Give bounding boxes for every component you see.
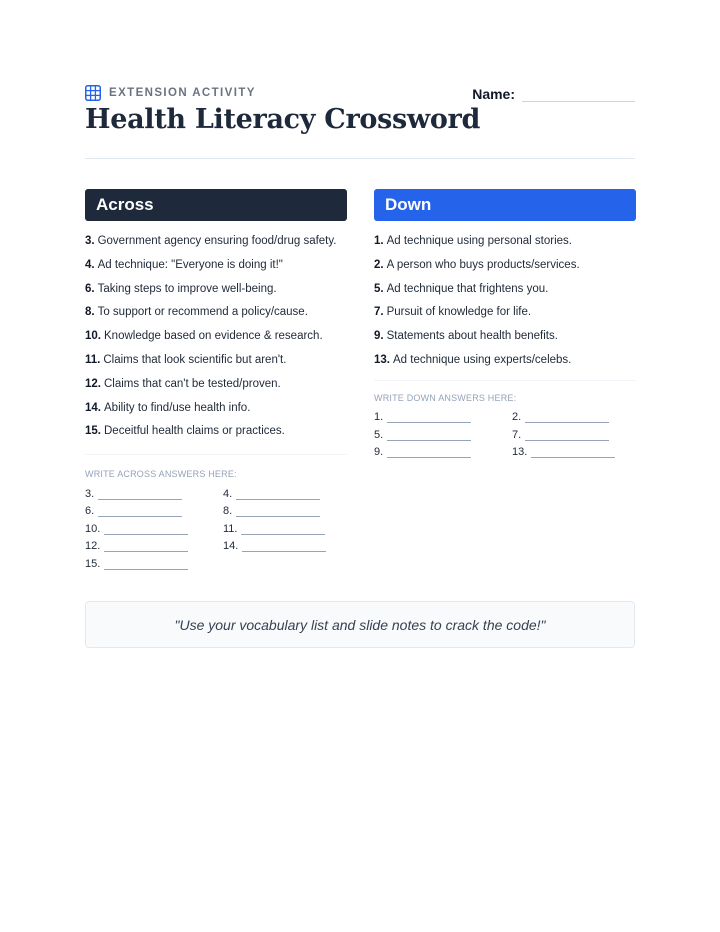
- clue-number: 5.: [374, 282, 384, 295]
- clue-item: [374, 305, 636, 329]
- clue-number: 1.: [374, 235, 384, 247]
- answer-line[interactable]: [387, 448, 471, 458]
- clue-item: [85, 353, 347, 377]
- across-column: [85, 189, 347, 570]
- down-heading: Down: [374, 189, 636, 221]
- answer-slot: [374, 426, 512, 441]
- answer-slot: [85, 555, 223, 570]
- answer-line[interactable]: [98, 490, 182, 500]
- answer-line[interactable]: [525, 413, 609, 423]
- answer-slot: [223, 520, 343, 535]
- clue-number: 8.: [85, 306, 95, 319]
- clue-text: Claims that can't be tested/proven.: [104, 377, 281, 390]
- answer-slot: [223, 538, 343, 553]
- clue-number: 12.: [85, 377, 101, 390]
- clue-text: Statements about health benefits.: [386, 330, 558, 343]
- clue-number: 11.: [85, 353, 101, 366]
- clue-item: [374, 258, 636, 282]
- clue-item: [374, 234, 636, 258]
- clue-number: 6.: [85, 282, 95, 295]
- answer-slot: [85, 520, 223, 535]
- name-input-line[interactable]: [522, 87, 635, 102]
- clue-text: Ad technique using experts/celebs.: [393, 353, 572, 366]
- answer-number: 13.: [512, 446, 528, 459]
- down-clue-list: [374, 234, 636, 377]
- answer-number: 6.: [85, 505, 95, 518]
- worksheet-header: [85, 84, 635, 160]
- answer-line[interactable]: [236, 507, 320, 517]
- down-column: [374, 189, 636, 458]
- answers-divider: [374, 380, 636, 381]
- down-answers-grid: [374, 409, 636, 459]
- across-heading: Across: [85, 189, 347, 221]
- answer-slot: [374, 409, 512, 424]
- clue-item: [85, 234, 347, 258]
- down-answers-title: WRITE DOWN ANSWERS HERE:: [374, 392, 517, 403]
- answer-slot: [223, 503, 343, 518]
- name-label: Name:: [472, 86, 515, 102]
- answer-slot: [85, 485, 223, 500]
- answer-number: 4.: [223, 487, 233, 500]
- answer-slot: [374, 444, 512, 459]
- tip-box: [85, 601, 635, 648]
- clue-text: Ability to find/use health info.: [104, 401, 251, 414]
- clue-number: 7.: [374, 306, 384, 319]
- answer-slot: [512, 444, 632, 459]
- clue-text: Knowledge based on evidence & research.: [104, 330, 323, 343]
- clue-item: [374, 329, 636, 353]
- answer-number: 7.: [512, 428, 522, 441]
- answer-line[interactable]: [104, 525, 188, 535]
- clue-item: [374, 282, 636, 306]
- clue-text: Ad technique that frightens you.: [386, 282, 549, 295]
- clue-item: [85, 258, 347, 282]
- answer-slot: [85, 503, 223, 518]
- clue-number: 13.: [374, 353, 390, 366]
- clue-number: 14.: [85, 401, 101, 414]
- answer-number: 5.: [374, 428, 384, 441]
- across-answers-grid: [85, 485, 347, 570]
- answer-number: 1.: [374, 411, 384, 424]
- clue-number: 3.: [85, 235, 95, 247]
- clue-text: Pursuit of knowledge for life.: [386, 306, 532, 319]
- answer-line[interactable]: [242, 542, 326, 552]
- answer-line[interactable]: [525, 431, 609, 441]
- answer-number: 3.: [85, 487, 95, 500]
- clue-item: [85, 305, 347, 329]
- answer-slot: [223, 485, 343, 500]
- clue-item: [374, 353, 636, 377]
- clue-text: Taking steps to improve well-being.: [97, 282, 277, 295]
- answer-number: 2.: [512, 411, 522, 424]
- answer-number: 12.: [85, 540, 101, 553]
- answer-number: 8.: [223, 505, 233, 518]
- activity-kicker: [85, 84, 256, 102]
- answer-number: 10.: [85, 522, 101, 535]
- clue-text: A person who buys products/services.: [386, 258, 580, 271]
- clue-item: [85, 424, 347, 448]
- answers-divider: [85, 454, 347, 455]
- clue-item: [85, 282, 347, 306]
- answer-slot: [512, 409, 632, 424]
- answer-number: 14.: [223, 540, 239, 553]
- across-clue-list: [85, 234, 347, 448]
- tip-text: "Use your vocabulary list and slide notes to crack the code!": [174, 616, 546, 633]
- answer-number: 9.: [374, 446, 384, 459]
- clue-number: 9.: [374, 330, 384, 343]
- answer-number: 15.: [85, 557, 101, 570]
- answer-slot: [85, 538, 223, 553]
- clue-number: 10.: [85, 330, 101, 343]
- clue-text: To support or recommend a policy/cause.: [97, 306, 308, 319]
- clue-item: [85, 401, 347, 425]
- clue-text: Ad technique: "Everyone is doing it!": [97, 258, 283, 271]
- answer-slot: [512, 426, 632, 441]
- answer-line[interactable]: [236, 490, 320, 500]
- clue-text: Deceitful health claims or practices.: [104, 425, 285, 438]
- answer-line[interactable]: [104, 542, 188, 552]
- clue-number: 2.: [374, 258, 384, 271]
- answer-line[interactable]: [387, 431, 471, 441]
- clue-text: Claims that look scientific but aren't.: [103, 353, 287, 366]
- name-field: [472, 86, 635, 102]
- across-answers-title: WRITE ACROSS ANSWERS HERE:: [85, 469, 237, 480]
- clue-number: 4.: [85, 258, 95, 271]
- clue-item: [85, 329, 347, 353]
- answer-line[interactable]: [387, 413, 471, 423]
- answer-line[interactable]: [104, 560, 188, 570]
- answer-line[interactable]: [241, 525, 325, 535]
- clue-number: 15.: [85, 425, 101, 438]
- answer-line[interactable]: [531, 448, 615, 458]
- kicker-text: EXTENSION ACTIVITY: [109, 87, 256, 99]
- answer-line[interactable]: [98, 507, 182, 517]
- answer-number: 11.: [223, 522, 238, 535]
- clue-text: Ad technique using personal stories.: [386, 235, 572, 247]
- grid-icon: [85, 85, 101, 101]
- clue-text: Government agency ensuring food/drug safety.: [97, 235, 337, 247]
- page-title: Health Literacy Crossword: [85, 104, 481, 135]
- clue-item: [85, 377, 347, 401]
- header-divider: [85, 158, 635, 159]
